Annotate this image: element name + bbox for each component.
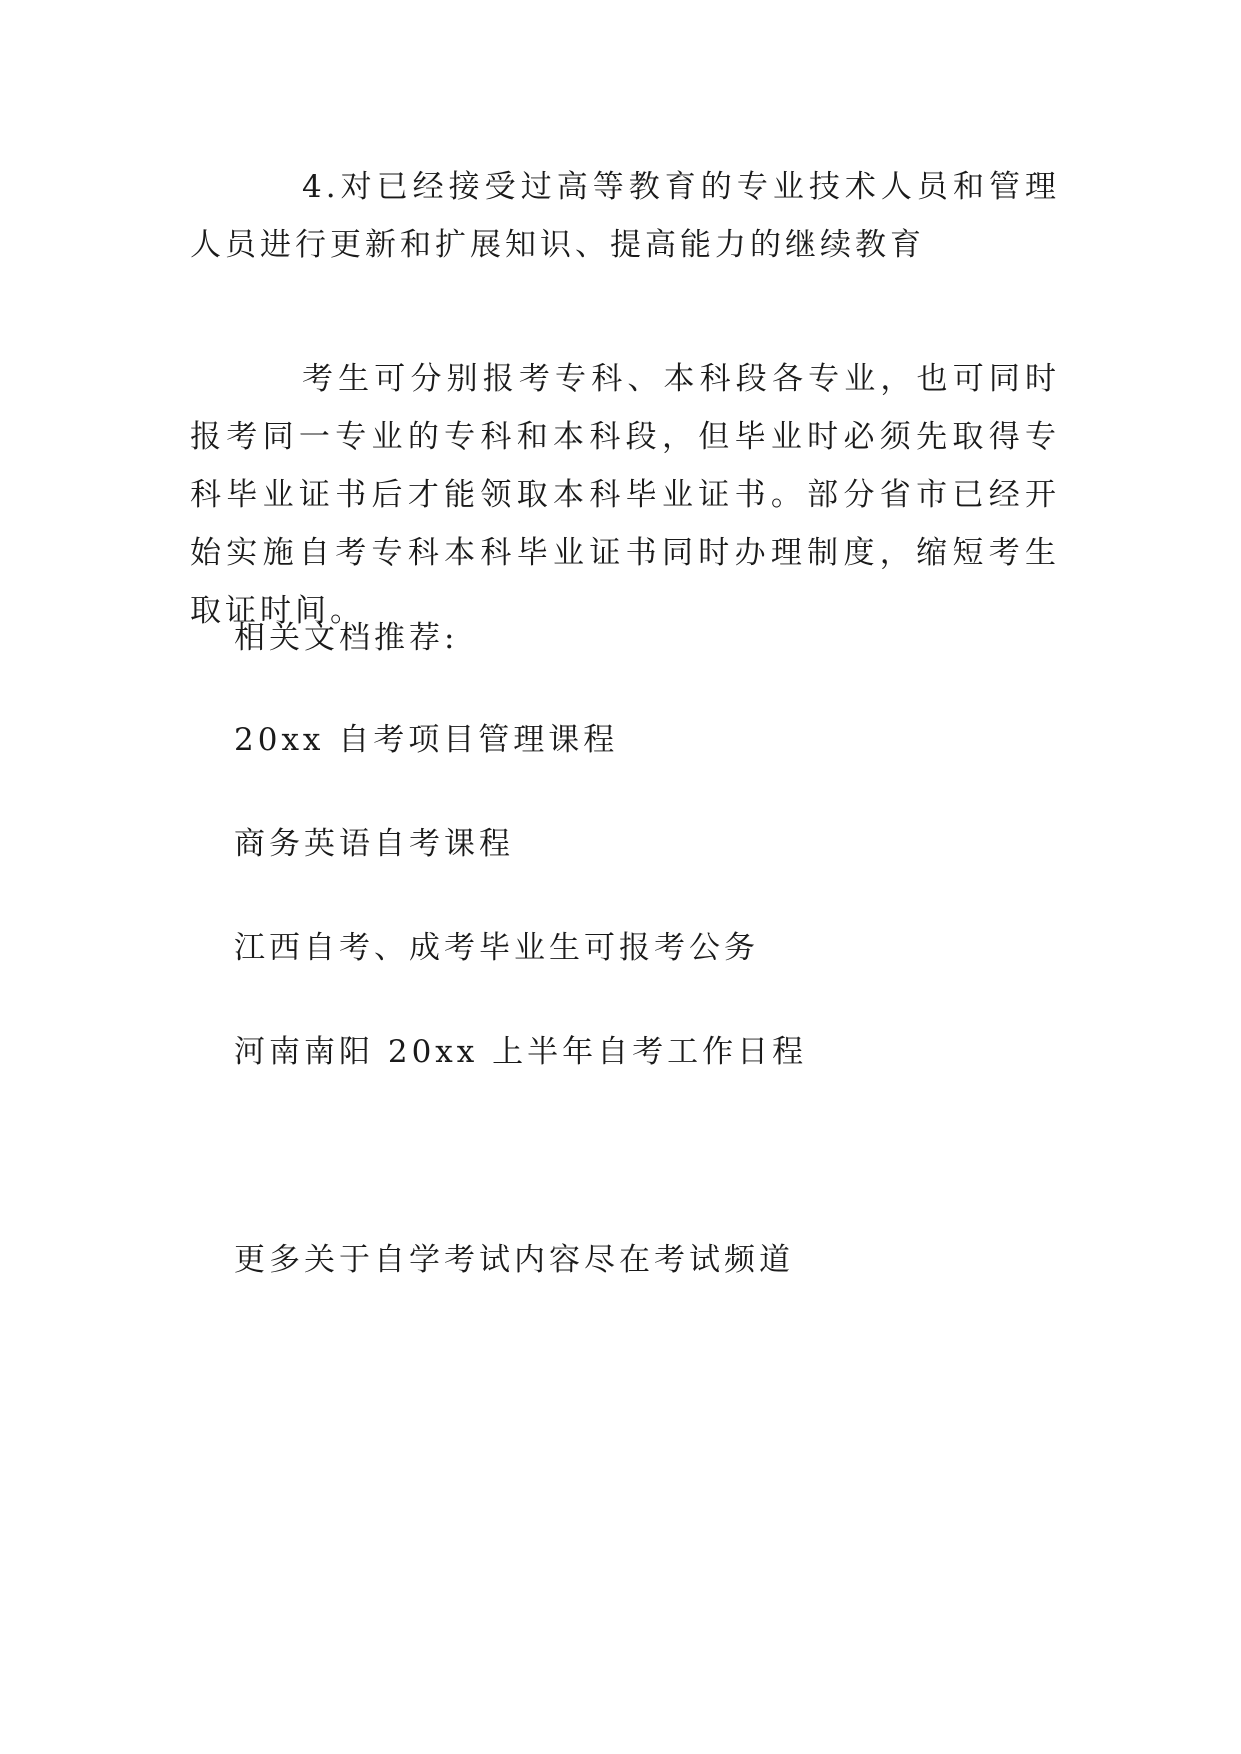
related-doc-link[interactable]: 河南南阳 20xx 上半年自考工作日程 xyxy=(234,1034,808,1070)
related-doc-link[interactable]: 商务英语自考课程 xyxy=(234,826,514,862)
paragraph-exam-registration: 考生可分别报考专科、本科段各专业，也可同时报考同一专业的专科和本科段，但毕业时必须先取得专科毕业证书后才能领取本科毕业证书。部分省市已经开始实施自考专科本科毕业证书同时办理制度，缩短考生取证时间。 xyxy=(190,361,1060,629)
related-doc-link[interactable]: 20xx 自考项目管理课程 xyxy=(234,722,619,758)
exam-channel-link[interactable]: 更多关于自学考试内容尽在考试频道 xyxy=(234,1242,794,1278)
paragraph-continuing-education: 4.对已经接受过高等教育的专业技术人员和管理人员进行更新和扩展知识、提高能力的继续教育 xyxy=(190,169,1060,263)
related-doc-link[interactable]: 江西自考、成考毕业生可报考公务 xyxy=(234,930,759,966)
related-docs-heading: 相关文档推荐: xyxy=(234,620,459,656)
